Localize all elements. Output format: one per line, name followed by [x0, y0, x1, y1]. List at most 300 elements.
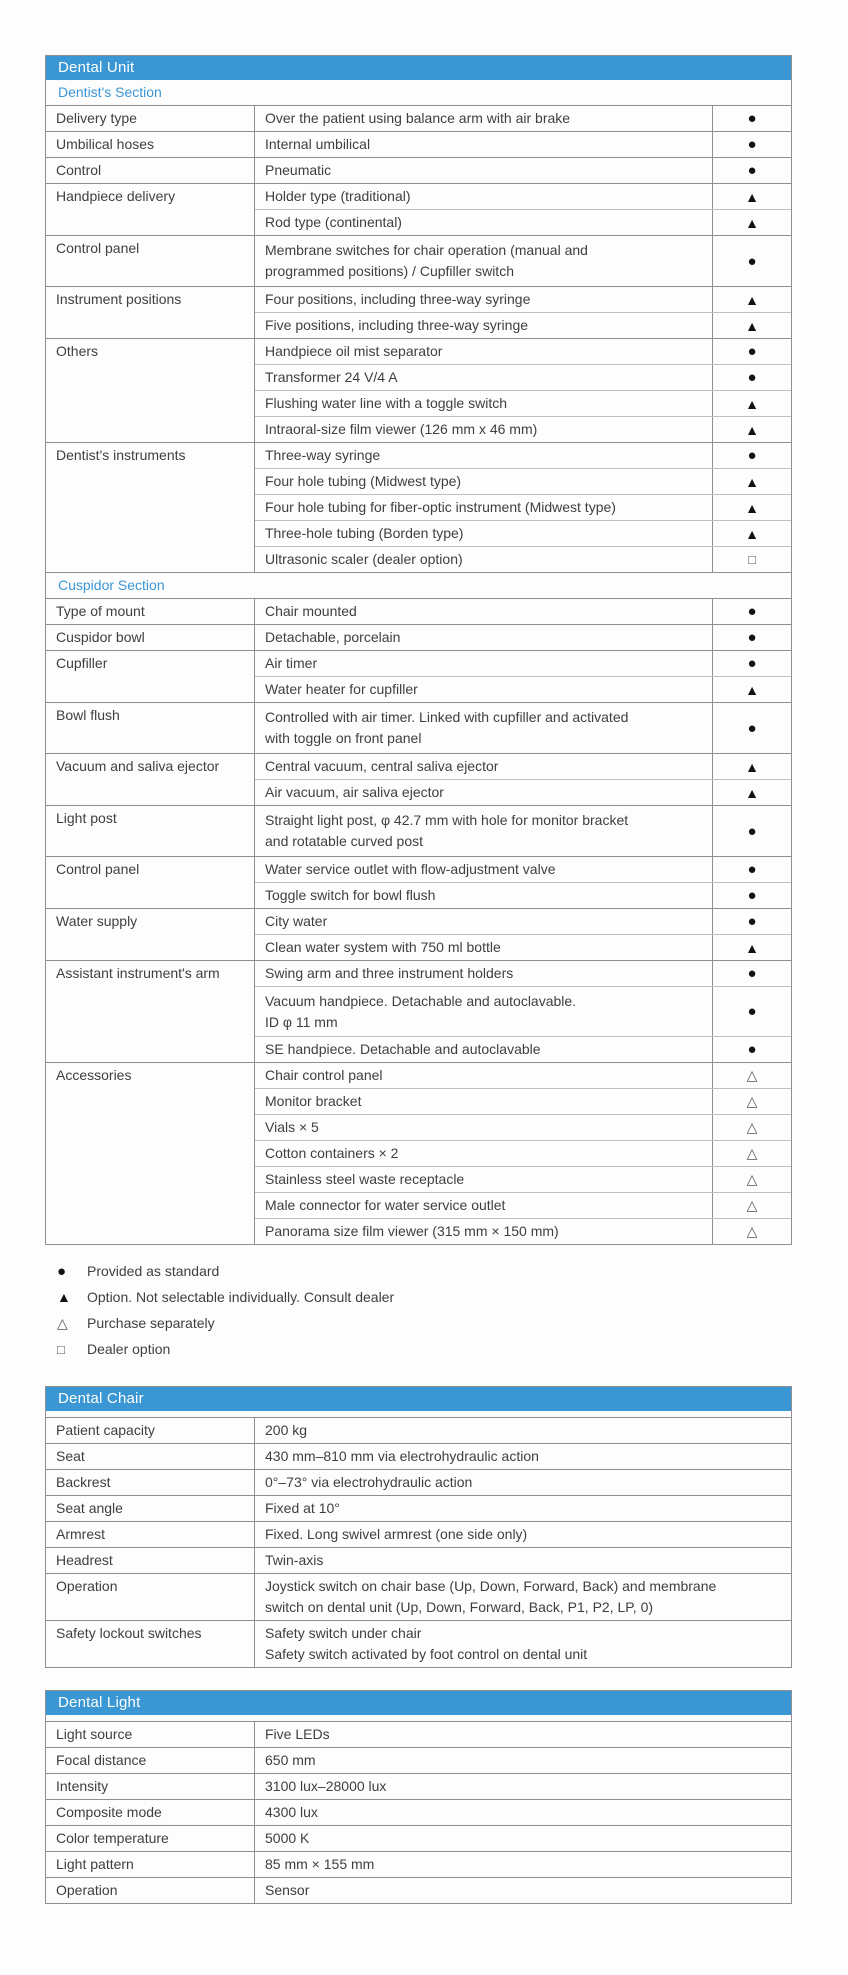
- legend-label: Provided as standard: [87, 1263, 220, 1279]
- row-entries: [254, 1063, 791, 1244]
- table-row: [46, 131, 791, 157]
- table-row: [46, 442, 791, 572]
- open-triangle-icon: △: [746, 1067, 758, 1083]
- spec-line: Air vacuum, air saliva ejector: [265, 784, 444, 800]
- open-square-icon: □: [748, 552, 756, 567]
- spec-entry: [255, 599, 791, 624]
- spec-line: Transformer 24 V/4 A: [265, 369, 398, 385]
- filled-triangle-icon: ▲: [745, 421, 759, 438]
- spec-entry: [255, 882, 791, 908]
- availability-cell: [712, 443, 791, 468]
- spec-line: Four hole tubing (Midwest type): [265, 473, 462, 489]
- spec-text: [255, 132, 712, 157]
- row-label: Handpiece delivery: [56, 188, 176, 204]
- spec-line: City water: [265, 913, 328, 929]
- spec-entry: [255, 390, 791, 416]
- spec-entry: [255, 754, 791, 779]
- row-label: Assistant instrument's arm: [56, 965, 220, 981]
- availability-cell: [712, 132, 791, 157]
- spec-entry: [255, 1192, 791, 1218]
- row-label: Seat: [56, 1448, 85, 1464]
- table-row: [46, 1877, 791, 1903]
- row-label: Light pattern: [56, 1856, 134, 1872]
- spec-line: Swing arm and three instrument holders: [265, 965, 514, 981]
- spec-text: [255, 391, 712, 416]
- filled-circle-icon: ●: [747, 861, 757, 878]
- availability-cell: [712, 417, 791, 442]
- row-label: Control: [56, 162, 102, 178]
- filled-circle-icon: ●: [57, 1262, 67, 1280]
- spec-text: [255, 1219, 712, 1244]
- spec-entry: [255, 287, 791, 312]
- row-label: Patient capacity: [56, 1422, 155, 1438]
- row-label: Cupfiller: [56, 655, 108, 671]
- spec-text: [254, 1722, 791, 1747]
- spec-line: Chair mounted: [265, 603, 357, 619]
- table-row: [46, 105, 791, 131]
- spec-entry: [255, 651, 791, 676]
- row-entries: [254, 909, 791, 960]
- row-entries: [254, 158, 791, 183]
- availability-cell: [712, 677, 791, 702]
- availability-cell: [712, 857, 791, 882]
- availability-cell: [712, 909, 791, 934]
- spec-line: Pneumatic: [265, 162, 332, 178]
- spec-text: [255, 184, 712, 209]
- row-entries: [254, 184, 791, 235]
- spec-line: 200 kg: [265, 1422, 308, 1438]
- spec-line: Cotton containers × 2: [265, 1145, 399, 1161]
- row-entries: [254, 106, 791, 131]
- spec-text: [255, 1141, 712, 1166]
- spec-line: switch on dental unit (Up, Down, Forward, Back, P1, P2, LP, 0): [265, 1599, 654, 1615]
- spec-line: Stainless steel waste receptacle: [265, 1171, 465, 1187]
- spec-line: Vials × 5: [265, 1119, 319, 1135]
- spec-entry: [255, 703, 791, 753]
- spec-entry: [255, 520, 791, 546]
- spec-line: and rotatable curved post: [265, 833, 423, 849]
- row-entries: [254, 754, 791, 805]
- row-label: Umbilical hoses: [56, 136, 155, 152]
- spec-text: [255, 287, 712, 312]
- availability-cell: [712, 1167, 791, 1192]
- legend-label: Option. Not selectable individually. Consult dealer: [87, 1289, 395, 1305]
- spec-text: [255, 651, 712, 676]
- spec-text: [255, 883, 712, 908]
- filled-circle-icon: ●: [747, 252, 757, 270]
- legend-item: [45, 1336, 848, 1362]
- spec-text: [255, 521, 712, 546]
- spec-line: Controlled with air timer. Linked with cupfiller and activated: [265, 709, 629, 725]
- spec-entry: [255, 934, 791, 960]
- open-triangle-icon: △: [746, 1119, 758, 1135]
- spec-line: Male connector for water service outlet: [265, 1197, 506, 1213]
- availability-cell: [712, 1037, 791, 1062]
- availability-cell: [712, 883, 791, 908]
- spec-entry: [255, 1114, 791, 1140]
- spec-entry: [255, 443, 791, 468]
- spec-entry: [255, 339, 791, 364]
- spec-sheet-page: [0, 55, 848, 1975]
- filled-triangle-icon: ▲: [57, 1289, 71, 1305]
- availability-cell: [712, 521, 791, 546]
- spec-line: 85 mm × 155 mm: [265, 1856, 375, 1872]
- row-label: Focal distance: [56, 1752, 147, 1768]
- filled-triangle-icon: ▲: [745, 473, 759, 490]
- spec-text: [255, 857, 712, 882]
- table-row: [46, 1495, 791, 1521]
- spec-line: Safety switch activated by foot control on dental unit: [265, 1646, 588, 1662]
- symbol-legend: [45, 1258, 848, 1362]
- availability-cell: [712, 1219, 791, 1244]
- filled-circle-icon: ●: [747, 136, 757, 153]
- spec-text: [254, 1496, 791, 1521]
- legend-label: Dealer option: [87, 1341, 171, 1357]
- row-entries: [254, 599, 791, 624]
- spec-line: Four positions, including three-way syringe: [265, 291, 531, 307]
- spec-text: [255, 935, 712, 960]
- spec-entry: [255, 209, 791, 235]
- spec-text: [255, 754, 712, 779]
- table-row: [46, 183, 791, 235]
- filled-triangle-icon: ▲: [745, 395, 759, 412]
- row-entries: [254, 625, 791, 650]
- row-label: Control panel: [56, 861, 140, 877]
- spec-entry: [255, 468, 791, 494]
- spec-text: [255, 210, 712, 235]
- spec-line: Ultrasonic scaler (dealer option): [265, 551, 463, 567]
- row-entries: [254, 339, 791, 442]
- row-label: Water supply: [56, 913, 138, 929]
- spec-text: [255, 780, 712, 805]
- spec-text: [255, 1089, 712, 1114]
- legend-item: [45, 1284, 848, 1310]
- spec-text: [255, 1037, 712, 1062]
- spec-entry: [255, 416, 791, 442]
- spec-text: [255, 909, 712, 934]
- spec-entry: [255, 1036, 791, 1062]
- table-row: [46, 702, 791, 753]
- table-row: [46, 753, 791, 805]
- row-entries: [254, 961, 791, 1062]
- availability-cell: [712, 961, 791, 986]
- filled-triangle-icon: ▲: [745, 784, 759, 801]
- spec-line: Chair control panel: [265, 1067, 383, 1083]
- spec-entry: [255, 676, 791, 702]
- spec-text: [255, 1115, 712, 1140]
- row-label: Headrest: [56, 1552, 113, 1568]
- legend-label: Purchase separately: [87, 1315, 215, 1331]
- spec-text: [254, 1852, 791, 1877]
- spec-text: [254, 1418, 791, 1443]
- spec-text: [255, 443, 712, 468]
- row-label: Dentist's instruments: [56, 447, 186, 463]
- filled-circle-icon: ●: [747, 913, 757, 930]
- spec-line: Central vacuum, central saliva ejector: [265, 758, 499, 774]
- spec-line: Water service outlet with flow-adjustment valve: [265, 861, 556, 877]
- filled-triangle-icon: ▲: [745, 317, 759, 334]
- table-row: [46, 1062, 791, 1244]
- spec-text: [255, 987, 712, 1036]
- table-row: [46, 1573, 791, 1620]
- spec-line: Air timer: [265, 655, 318, 671]
- table-row: [46, 1521, 791, 1547]
- availability-cell: [712, 935, 791, 960]
- spec-line: Internal umbilical: [265, 136, 371, 152]
- row-label: Safety lockout switches: [56, 1625, 202, 1641]
- row-label: Composite mode: [56, 1804, 162, 1820]
- filled-triangle-icon: ▲: [745, 291, 759, 308]
- spec-entry: [255, 364, 791, 390]
- row-entries: [254, 236, 791, 286]
- spec-entry: [255, 806, 791, 856]
- filled-circle-icon: ●: [747, 162, 757, 179]
- availability-cell: [712, 1063, 791, 1088]
- section-header: Cuspidor Section: [46, 572, 791, 598]
- row-label: Light source: [56, 1726, 133, 1742]
- availability-cell: [712, 391, 791, 416]
- row-entries: [254, 651, 791, 702]
- row-label: Control panel: [56, 240, 140, 256]
- availability-cell: [712, 651, 791, 676]
- spec-entry: [255, 132, 791, 157]
- spec-line: Three-way syringe: [265, 447, 381, 463]
- spec-line: Membrane switches for chair operation (manual and: [265, 242, 588, 258]
- row-label: Armrest: [56, 1526, 105, 1542]
- row-entries: [254, 132, 791, 157]
- spec-text: [255, 1167, 712, 1192]
- availability-cell: [712, 210, 791, 235]
- spec-entry: [255, 494, 791, 520]
- row-label: Vacuum and saliva ejector: [56, 758, 220, 774]
- availability-cell: [712, 313, 791, 338]
- row-label: Type of mount: [56, 603, 145, 619]
- filled-triangle-icon: ▲: [745, 188, 759, 205]
- filled-circle-icon: ●: [747, 369, 757, 386]
- spec-line: 4300 lux: [265, 1804, 318, 1820]
- open-triangle-icon: △: [746, 1171, 758, 1187]
- row-entries: [254, 443, 791, 572]
- spec-line: Water heater for cupfiller: [265, 681, 418, 697]
- filled-circle-icon: ●: [747, 1003, 757, 1020]
- availability-cell: [712, 106, 791, 131]
- row-label: Delivery type: [56, 110, 137, 126]
- filled-triangle-icon: ▲: [745, 214, 759, 231]
- spec-line: Straight light post, φ 42.7 mm with hole for monitor bracket: [265, 812, 629, 828]
- open-square-icon: □: [57, 1341, 65, 1357]
- spec-line: 5000 K: [265, 1830, 310, 1846]
- spec-line: Detachable, porcelain: [265, 629, 401, 645]
- availability-cell: [712, 339, 791, 364]
- row-label: Operation: [56, 1882, 118, 1898]
- availability-cell: [712, 625, 791, 650]
- spec-text: [255, 495, 712, 520]
- table-row: [46, 805, 791, 856]
- row-label: Accessories: [56, 1067, 132, 1083]
- spec-entry: [255, 1166, 791, 1192]
- row-label: Others: [56, 343, 99, 359]
- availability-cell: [712, 236, 791, 286]
- spec-text: [254, 1548, 791, 1573]
- spec-text: [255, 1193, 712, 1218]
- spec-entry: [255, 961, 791, 986]
- spec-text: [255, 313, 712, 338]
- row-entries: [254, 857, 791, 908]
- spec-line: Intraoral-size film viewer (126 mm x 46 mm): [265, 421, 538, 437]
- filled-circle-icon: ●: [747, 1041, 757, 1058]
- dental-unit-table: [45, 55, 792, 1245]
- spec-text: [255, 625, 712, 650]
- spec-line: Vacuum handpiece. Detachable and autoclavable.: [265, 992, 577, 1009]
- table-row: [46, 856, 791, 908]
- spec-entry: [255, 158, 791, 183]
- table-row: [46, 1799, 791, 1825]
- spec-line: with toggle on front panel: [265, 730, 422, 746]
- spec-text: [254, 1826, 791, 1851]
- spec-text: [255, 703, 712, 753]
- spec-line: Joystick switch on chair base (Up, Down, Forward, Back) and membrane: [265, 1578, 717, 1594]
- spec-line: Clean water system with 750 ml bottle: [265, 939, 501, 955]
- filled-triangle-icon: ▲: [745, 499, 759, 516]
- filled-triangle-icon: ▲: [745, 525, 759, 542]
- availability-cell: [712, 599, 791, 624]
- dental-light-title: Dental Light: [46, 1691, 791, 1715]
- availability-cell: [712, 780, 791, 805]
- spec-text: [254, 1878, 791, 1903]
- spec-text: [254, 1470, 791, 1495]
- spec-line: Monitor bracket: [265, 1093, 362, 1109]
- spec-line: programmed positions) / Cupfiller switch: [265, 263, 514, 279]
- filled-circle-icon: ●: [747, 110, 757, 127]
- availability-cell: [712, 1141, 791, 1166]
- spec-entry: [255, 779, 791, 805]
- spec-line: SE handpiece. Detachable and autoclavable: [265, 1041, 541, 1057]
- row-label: Bowl flush: [56, 707, 120, 723]
- availability-cell: [712, 754, 791, 779]
- spec-text: [255, 1063, 712, 1088]
- spec-entry: [255, 184, 791, 209]
- filled-circle-icon: ●: [747, 447, 757, 464]
- spec-line: Three-hole tubing (Borden type): [265, 525, 464, 541]
- availability-cell: [712, 495, 791, 520]
- spec-line: Toggle switch for bowl flush: [265, 887, 436, 903]
- filled-circle-icon: ●: [747, 965, 757, 982]
- dental-light-table: [45, 1690, 792, 1904]
- spec-text: [255, 599, 712, 624]
- availability-cell: [712, 1115, 791, 1140]
- filled-circle-icon: ●: [747, 603, 757, 620]
- row-label: Intensity: [56, 1778, 109, 1794]
- table-row: [46, 286, 791, 338]
- availability-cell: [712, 1193, 791, 1218]
- spec-text: [254, 1522, 791, 1547]
- spec-text: [255, 417, 712, 442]
- spec-line: Five positions, including three-way syringe: [265, 317, 529, 333]
- spec-text: [254, 1800, 791, 1825]
- availability-cell: [712, 365, 791, 390]
- dental-chair-title: Dental Chair: [46, 1387, 791, 1411]
- spec-text: [254, 1574, 791, 1620]
- spec-line: ID φ 11 mm: [265, 1013, 338, 1030]
- table-row: [46, 624, 791, 650]
- table-row: [46, 157, 791, 183]
- spec-entry: [255, 1088, 791, 1114]
- table-row: [46, 338, 791, 442]
- table-row: [46, 1851, 791, 1877]
- open-triangle-icon: △: [57, 1314, 68, 1331]
- spec-text: [255, 547, 712, 572]
- spec-text: [255, 158, 712, 183]
- table-row: [46, 960, 791, 1062]
- spec-text: [255, 469, 712, 494]
- table-row: [46, 1620, 791, 1667]
- row-label: Backrest: [56, 1474, 111, 1490]
- spec-entry: [255, 1063, 791, 1088]
- spec-entry: [255, 546, 791, 572]
- row-label: Instrument positions: [56, 291, 182, 307]
- availability-cell: [712, 703, 791, 753]
- legend-item: [45, 1258, 848, 1284]
- spec-line: Holder type (traditional): [265, 188, 411, 204]
- spec-entry: [255, 857, 791, 882]
- row-entries: [254, 806, 791, 856]
- table-row: [46, 598, 791, 624]
- spec-text: [255, 106, 712, 131]
- section-header: Dentist's Section: [58, 84, 162, 100]
- availability-cell: [712, 469, 791, 494]
- spec-line: Four hole tubing for fiber-optic instrument (Midwest type): [265, 499, 616, 515]
- open-triangle-icon: △: [746, 1093, 758, 1109]
- spec-text: [254, 1748, 791, 1773]
- availability-cell: [712, 287, 791, 312]
- spec-text: [255, 677, 712, 702]
- row-entries: [254, 287, 791, 338]
- availability-cell: [712, 1089, 791, 1114]
- spec-text: [254, 1774, 791, 1799]
- spec-entry: [255, 1140, 791, 1166]
- dental-unit-body: [46, 80, 791, 1244]
- spec-text: [254, 1621, 791, 1667]
- table-row: [46, 1773, 791, 1799]
- table-row: [46, 1825, 791, 1851]
- spec-text: [255, 806, 712, 856]
- table-row: [46, 1443, 791, 1469]
- spec-line: Flushing water line with a toggle switch: [265, 395, 508, 411]
- filled-circle-icon: ●: [747, 655, 757, 672]
- spec-line: Sensor: [265, 1882, 310, 1898]
- spec-line: Safety switch under chair: [265, 1625, 422, 1641]
- spec-line: Twin-axis: [265, 1552, 324, 1568]
- open-triangle-icon: △: [746, 1145, 758, 1161]
- filled-circle-icon: ●: [747, 887, 757, 904]
- legend-item: [45, 1310, 848, 1336]
- spec-text: [255, 365, 712, 390]
- spec-line: 3100 lux–28000 lux: [265, 1778, 387, 1794]
- spec-line: 430 mm–810 mm via electrohydraulic action: [265, 1448, 539, 1464]
- table-row: [46, 1417, 791, 1443]
- availability-cell: [712, 158, 791, 183]
- spec-entry: [255, 312, 791, 338]
- spec-line: Over the patient using balance arm with air brake: [265, 110, 571, 126]
- row-label: Color temperature: [56, 1830, 169, 1846]
- filled-circle-icon: ●: [747, 629, 757, 646]
- spec-line: Five LEDs: [265, 1726, 330, 1742]
- availability-cell: [712, 987, 791, 1036]
- open-triangle-icon: △: [746, 1223, 758, 1239]
- table-row: [46, 235, 791, 286]
- spec-line: Rod type (continental): [265, 214, 402, 230]
- table-row: [46, 1469, 791, 1495]
